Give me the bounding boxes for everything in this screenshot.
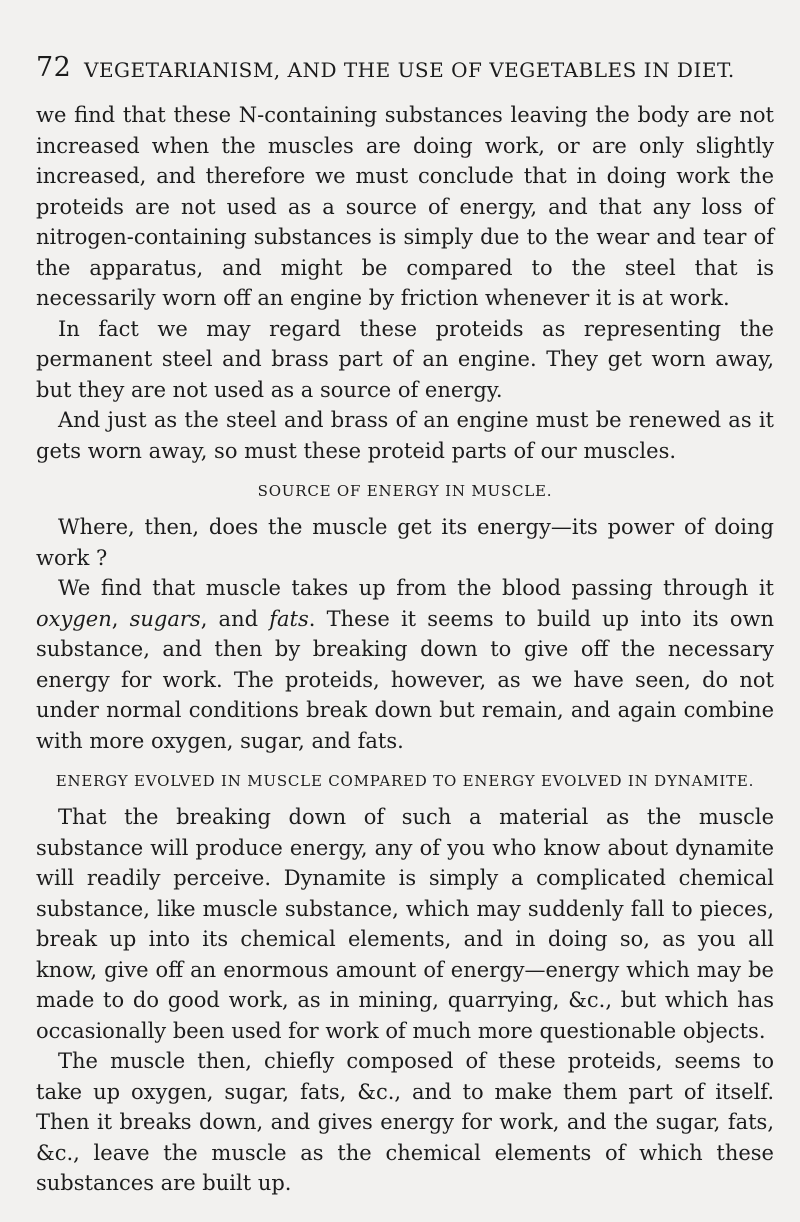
section-heading-source-of-energy: SOURCE OF ENERGY IN MUSCLE. (257, 482, 553, 500)
section-heading-dynamite: ENERGY EVOLVED IN MUSCLE COMPARED TO ENERGY EVOLVED IN DYNAMITE. (55, 772, 755, 790)
page-number: 72 (36, 52, 72, 83)
paragraph-3: And just as the steel and brass of an engine must be renewed as it gets worn away, so must these proteid parts of our muscles. (36, 408, 774, 463)
emphasis-sugars: sugars (129, 606, 201, 631)
emphasis-fats: fats (269, 606, 309, 631)
paragraph-4: Where, then, does the muscle get its energy—its power of doing work ? (36, 515, 774, 570)
paragraph-7: The muscle then, chiefly composed of these proteids, seems to take up oxygen, sugar, fats, &c., and to make them part of itself. Then it breaks down, and gives energy for work, and the sugar, fats, &c., leave the muscle as the chemical elements of which these substances are built up. (36, 1049, 774, 1195)
page-body (36, 100, 774, 1199)
paragraph-6: That the breaking down of such a material as the muscle substance will produce energy, any of you who know about dynamite will readily perceive. Dynamite is simply a complicated chemical substance, like muscle substance, which may suddenly fall to pieces, break up into its chemical elements, and in doing so, as you all know, give off an enormous amount of energy—energy which may be made to do good work, as in mining, quarrying, &c., but which has occasionally been used for work of much more questionable objects. (36, 805, 774, 1043)
paragraph-1: we find that these N-containing substances leaving the body are not increased when the muscles are doing work, or are only slightly increased, and therefore we must conclude that in doing work the proteids are not used as a source of energy, and that any loss of nitrogen-containing substances is simply due to the wear and tear of the apparatus, and might be compared to the steel that is necessarily worn off an engine by friction whenever it is at work. (36, 103, 774, 310)
emphasis-oxygen: oxygen (36, 606, 112, 631)
paragraph-5-rest: . These it seems to build up into its own substance, and then by breaking down to give off the necessary energy for work. The proteids, however, as we have seen, do not under normal conditions break down but remain, and again combine with more oxygen, sugar, and fats. (36, 606, 774, 753)
paragraph-5-start: We find that muscle takes up from the blood passing through it (58, 576, 774, 600)
running-title: VEGETARIANISM, AND THE USE OF VEGETABLES IN DIET. (84, 58, 735, 82)
separator: , (111, 606, 130, 631)
paragraph-2: In fact we may regard these proteids as representing the permanent steel and brass part of an engine. They get worn away, but they are not used as a source of energy. (36, 316, 774, 402)
paragraph-5 (36, 573, 774, 756)
running-header (36, 52, 774, 86)
separator: , and (200, 606, 270, 631)
